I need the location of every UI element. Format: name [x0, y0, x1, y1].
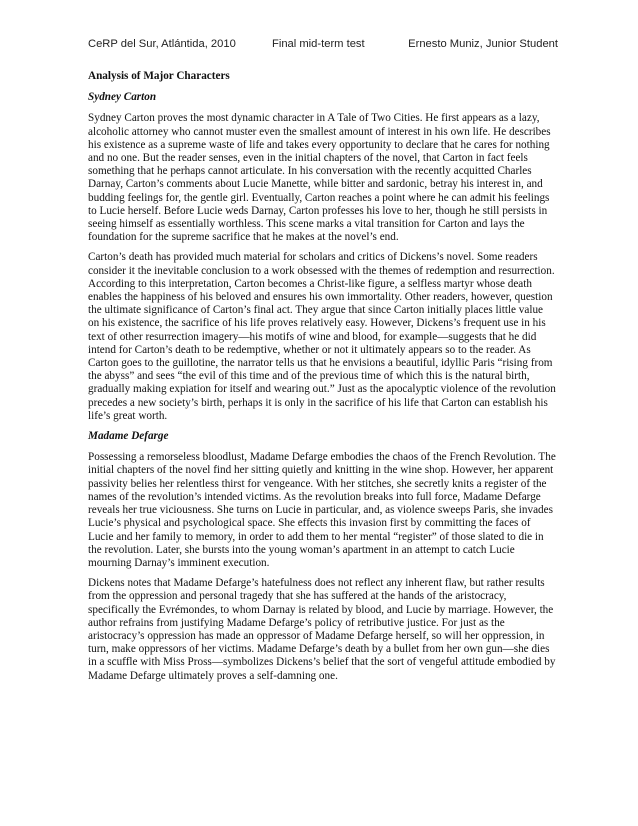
header-test-title: Final mid-term test: [272, 38, 365, 50]
carton-paragraph-2: Carton’s death has provided much material for scholars and critics of Dickens’s novel. Some readers consider it the inevitable conclusion to a work obsessed with the themes of redemption and resurrection. According to this interpretation, Carton becomes a Christ-like figure, a selfless martyr whose death enables the happiness of his beloved and ensures his own immortality. Other readers, however, question the ultimate significance of Carton’s final act. They argue that since Carton initially places little value on his existence, the sacrifice of his life proves relatively easy. However, Dickens’s frequent use in his text of other resurrection imagery—his motifs of wine and blood, for example—suggests that he did intend for Carton’s death to be redemptive, whether or not it ultimately appears so to the reader. As Carton goes to the guillotine, the narrator tells us that he envisions a beautiful, idyllic Paris “rising from the abyss” and sees “the evil of this time and of the previous time of which this is the natural birth, gradually making expiation for itself and wearing out.” Just as the apocalyptic violence of the revolution precedes a new society’s birth, perhaps it is only in the sacrifice of his life that Carton can establish his life’s great worth.: [88, 251, 556, 422]
header-institution: CeRP del Sur, Atlántida, 2010: [88, 38, 236, 50]
carton-heading: Sydney Carton: [88, 91, 157, 104]
defarge-paragraph-1: Possessing a remorseless bloodlust, Madame Defarge embodies the chaos of the French Revolution. The initial chapters of the novel find her sitting quietly and knitting in the wine shop. However, her apparent passivity belies her relentless thirst for vengeance. With her stitches, she secretly knits a register of the names of the revolution’s intended victims. As the revolution breaks into full force, Madame Defarge reveals her true viciousness. She turns on Lucie in particular, and, as violence sweeps Paris, she invades Lucie’s physical and psychological space. She effects this invasion first by committing the faces of Lucie and her family to memory, in order to add them to her mental “register” of those slated to die in the revolution. Later, she bursts into the young woman’s apartment in an attempt to catch Lucie mourning Darnay’s imminent execution.: [88, 451, 556, 569]
document-body: [88, 70, 556, 690]
defarge-heading: Madame Defarge: [88, 430, 169, 443]
header-author: Ernesto Muniz, Junior Student: [408, 38, 558, 50]
page-header: [88, 38, 558, 54]
carton-paragraph-1: Sydney Carton proves the most dynamic character in A Tale of Two Cities. He first appears as a lazy, alcoholic attorney who cannot muster even the smallest amount of interest in his own life. He describes his existence as a supreme waste of life and takes every opportunity to declare that he cares for nothing and no one. But the reader senses, even in the initial chapters of the novel, that Carton in fact feels something that he perhaps cannot articulate. In his conversation with the recently acquitted Charles Darnay, Carton’s comments about Lucie Manette, while bitter and sardonic, betray his interest in, and budding feelings for, the gentle girl. Eventually, Carton reaches a point where he can admit his feelings to Lucie herself. Before Lucie weds Darnay, Carton professes his love to her, though he still persists in seeing himself as essentially worthless. This scene marks a vital transition for Carton and lays the foundation for the supreme sacrifice that he makes at the novel’s end.: [88, 112, 551, 244]
defarge-paragraph-2: Dickens notes that Madame Defarge’s hatefulness does not reflect any inherent flaw, but rather results from the oppression and personal tragedy that she has suffered at the hands of the aristocracy, specifically the Evrémondes, to whom Darnay is related by blood, and Lucie by marriage. However, the author refrains from justifying Madame Defarge’s policy of retributive justice. For just as the aristocracy’s oppression has made an oppressor of Madame Defarge herself, so will her oppression, in turn, make oppressors of her victims. Madame Defarge’s death by a bullet from her own gun—she dies in a scuffle with Miss Pross—symbolizes Dickens’s belief that the sort of vengeful attitude embodied by Madame Defarge ultimately proves a self-damning one.: [88, 577, 556, 682]
section-title: Analysis of Major Characters: [88, 70, 230, 82]
